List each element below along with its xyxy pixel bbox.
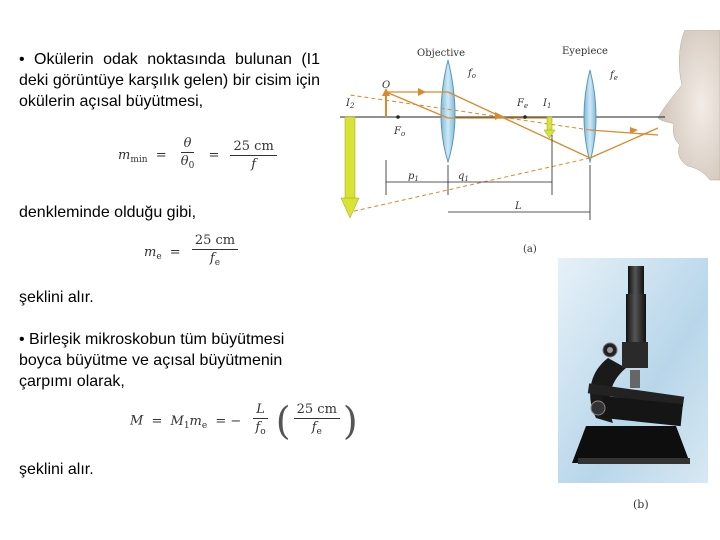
eq1-lhs: $m_{min}$ [118, 147, 148, 165]
compound-microscope-diagram [340, 30, 720, 260]
fe-top-label: $f_e$ [610, 70, 618, 82]
eyepiece-label: Eyepiece [562, 46, 608, 57]
objective-label: Objective [417, 48, 466, 59]
fo-mid-label: $F_o$ [394, 126, 406, 138]
caption-a: (a) [523, 244, 537, 255]
eq1-fraction-focal: $\frac{25 cm}{f}$ [230, 138, 276, 173]
focal-point-fe [523, 115, 527, 119]
caption-b: (b) [633, 498, 649, 511]
eq1-equals: = [155, 147, 167, 163]
equation-min-magnification [118, 135, 280, 175]
equation-eyepiece-magnification: $m_e$ = $\frac{25 cm}{f_e}$ [144, 232, 241, 272]
focal-point-fo [396, 115, 400, 119]
q1-label: $q_1$ [458, 171, 469, 183]
paragraph-takes-form-1: şeklini alır. [19, 289, 94, 306]
L-label: L [515, 201, 522, 212]
image-i2-arrow [345, 117, 355, 199]
paragraph-eyepiece-magnification: • Okülerin odak noktasında bulunan (I1 deki görüntüye karşılık gelen) bir cisim için okülerin açısal büyütmesi, [19, 51, 320, 110]
paragraph-as-in-equation: denkleminde olduğu gibi, [19, 204, 197, 221]
i2-label: $I_2$ [346, 98, 355, 110]
eyepiece-lens [584, 70, 596, 162]
i1-label: $I_1$ [543, 98, 552, 110]
fo-top-label: $f_o$ [468, 68, 476, 80]
microscope-photo [558, 258, 708, 483]
p1-label: $p_1$ [408, 171, 419, 183]
observer-face-shape [658, 30, 720, 180]
object-label: O [382, 80, 391, 91]
equation-total-magnification: $M = M_1m_e$ = − $\frac{L}{f_o}$ ( $\frac{25 cm}{f_e}$ ) [130, 399, 358, 443]
objective-lens [441, 60, 455, 162]
eq1-fraction-angles: $\frac{\theta}{\theta_0}$ [180, 136, 195, 171]
image-i1-arrow [547, 117, 552, 131]
paragraph-total-magnification: • Birleşik mikroskobun tüm büyütmesi boyca büyütme ve açısal büyütmenin çarpımı olarak, [19, 331, 285, 390]
image-i2-arrowhead [341, 198, 359, 218]
paragraph-takes-form-2: şeklini alır. [19, 461, 94, 478]
eq1-equals-2: = [208, 147, 220, 163]
fe-mid-label: $F_e$ [517, 98, 529, 110]
